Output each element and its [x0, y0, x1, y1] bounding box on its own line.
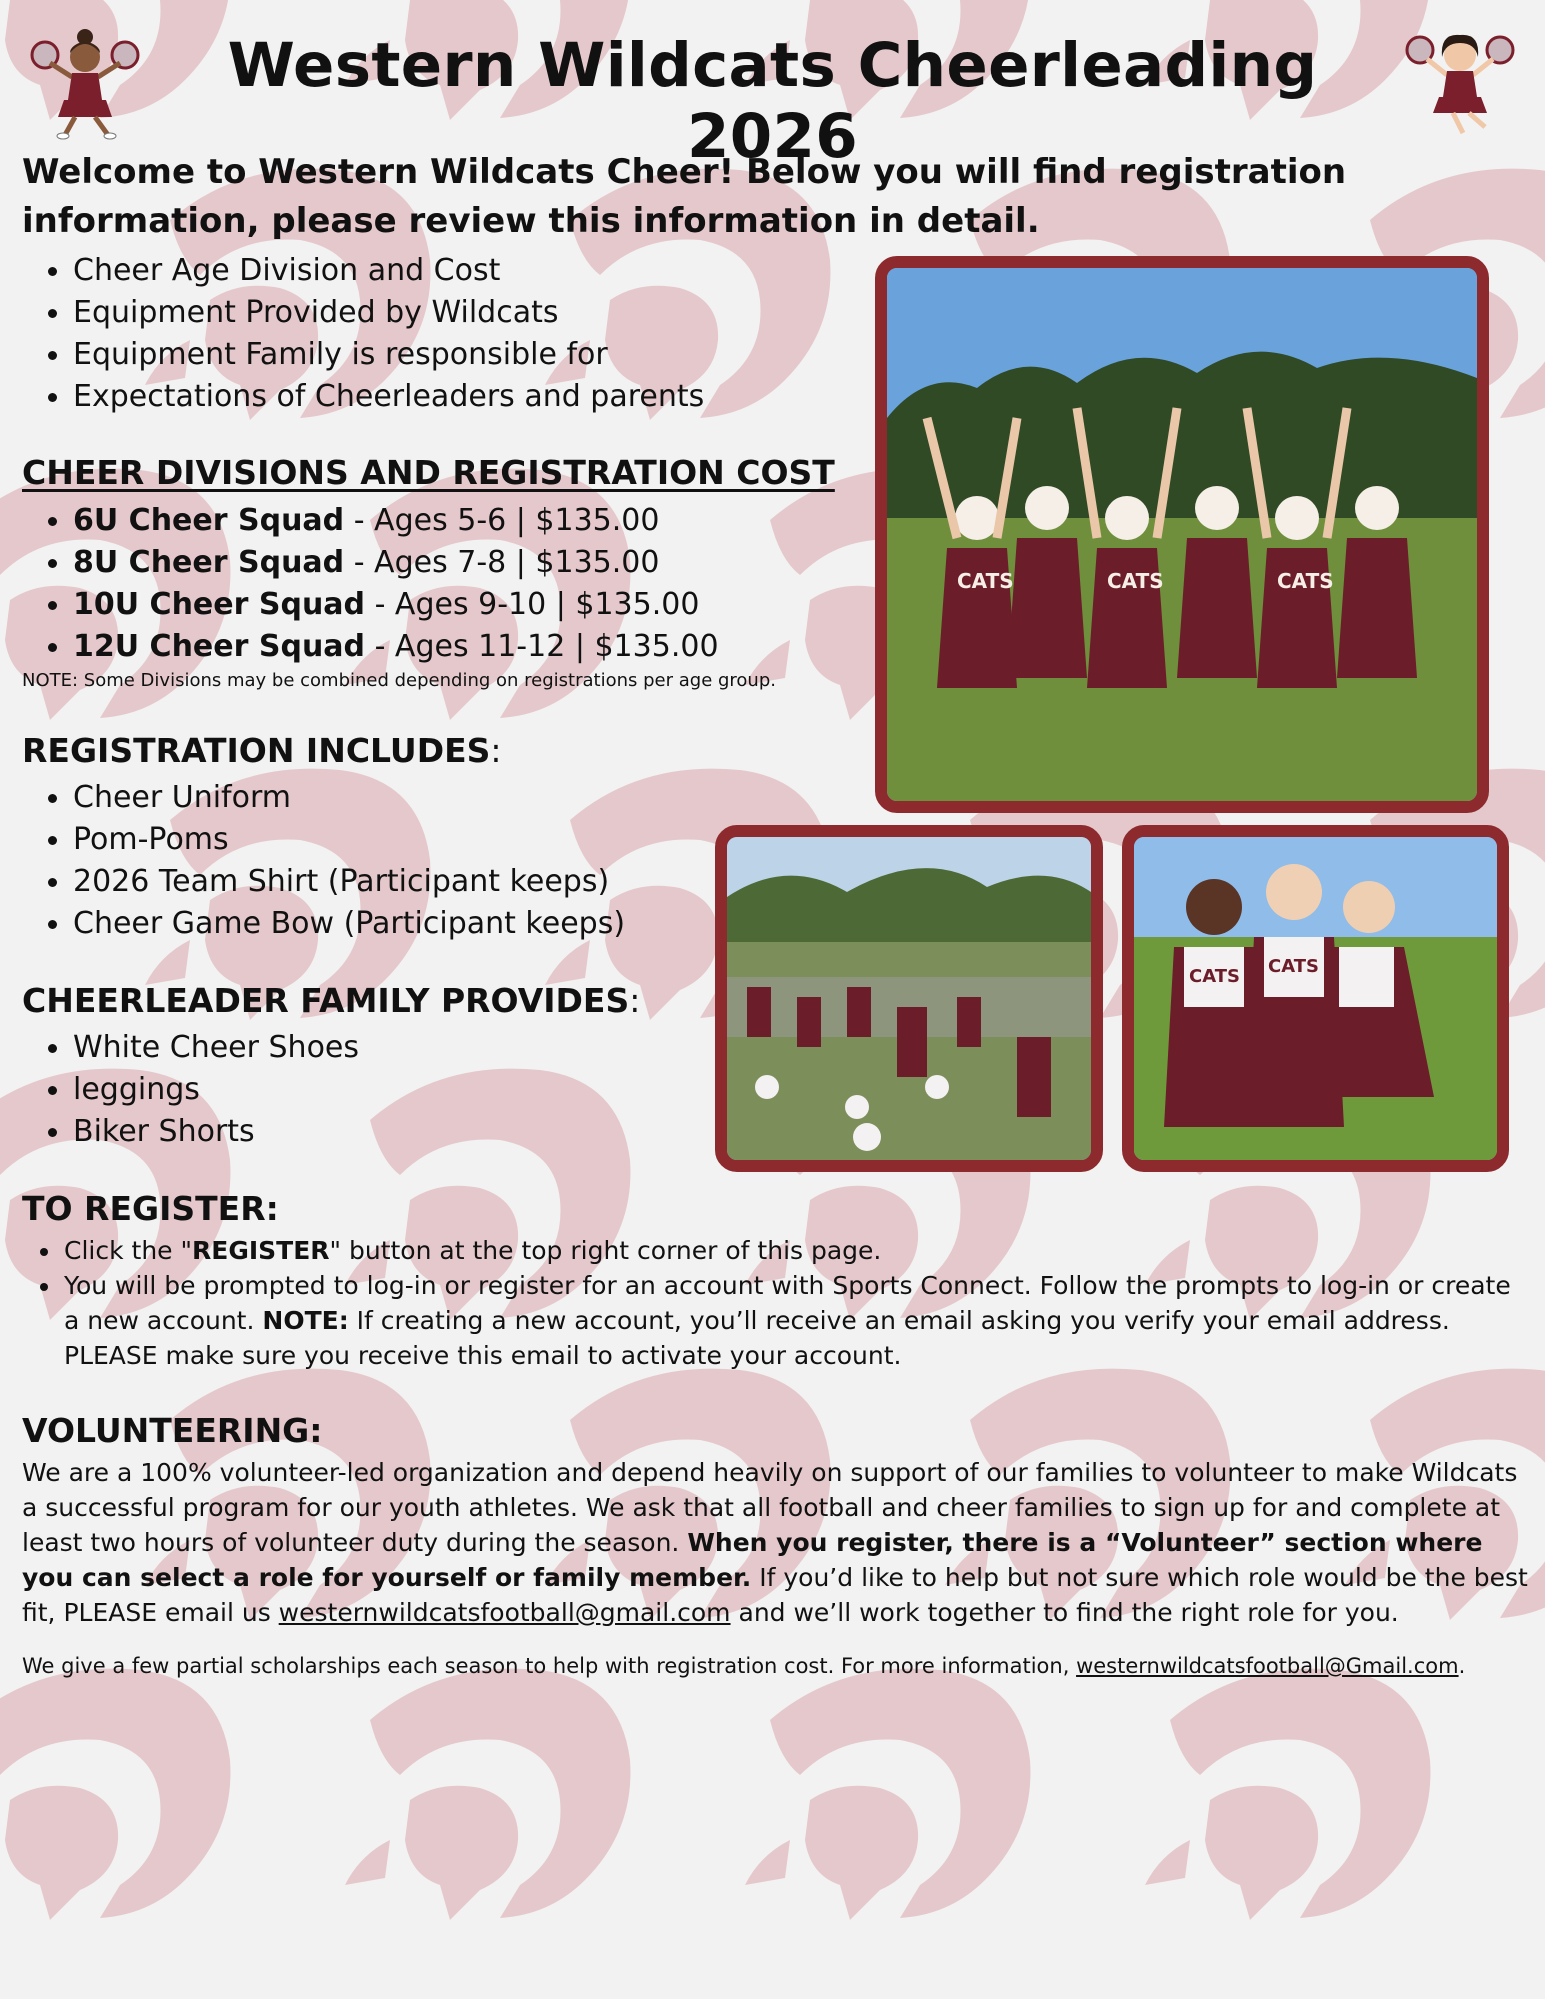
scholarship-text: [22, 1651, 1532, 1681]
cheerleader-icon: [30, 25, 140, 140]
register-keyword: REGISTER: [192, 1236, 330, 1265]
jersey-text: CATS: [1268, 956, 1319, 977]
volunteer-heading: VOLUNTEERING:: [22, 1411, 323, 1450]
cheerleader-icon: [1405, 25, 1515, 140]
jersey-text: CATS: [957, 569, 1014, 593]
list-item: Equipment Provided by Wildcats: [22, 292, 704, 334]
team-photo-trio: [1122, 825, 1509, 1172]
division-detail: - Ages 9-10 | $135.00: [365, 587, 700, 622]
division-item: [22, 542, 719, 584]
division-name: 6U Cheer Squad: [73, 503, 345, 538]
list-item: White Cheer Shoes: [22, 1027, 359, 1069]
list-item: Biker Shorts: [22, 1111, 359, 1153]
register-heading: TO REGISTER:: [22, 1189, 279, 1228]
list-item: Cheer Age Division and Cost: [22, 250, 704, 292]
step-text: If creating a new account, you’ll receive an email asking you verify your email address. PLEASE make sure you receive this email to activate your account.: [64, 1306, 1450, 1370]
jersey-text: CATS: [1189, 966, 1240, 987]
register-step: [22, 1268, 1532, 1373]
list-item: Cheer Uniform: [22, 777, 625, 819]
volunteer-email-link[interactable]: westernwildcatsfootball@gmail.com: [278, 1598, 731, 1627]
team-photo-field: [715, 825, 1103, 1172]
provides-heading: [22, 980, 640, 1022]
scholarship-text-end: .: [1458, 1654, 1466, 1678]
list-item: Expectations of Cheerleaders and parents: [22, 376, 704, 418]
division-detail: - Ages 5-6 | $135.00: [344, 503, 660, 538]
team-photo-main: [875, 256, 1489, 813]
overview-list: [22, 250, 704, 418]
includes-heading: [22, 730, 502, 772]
register-step: [22, 1233, 1532, 1268]
division-detail: - Ages 11-12 | $135.00: [365, 629, 719, 664]
division-item: [22, 584, 719, 626]
jersey-text: CATS: [1277, 569, 1334, 593]
includes-heading-text: REGISTRATION INCLUDES: [22, 731, 491, 770]
register-steps: [22, 1233, 1532, 1373]
page-title: Western Wildcats Cheerleading 2026: [227, 30, 1318, 172]
step-text: You will be prompted to log-in or register for an account with Sports Connect. Follow the prompts to log-in or create a new account.: [64, 1271, 1511, 1335]
divisions-note: NOTE: Some Divisions may be combined depending on registrations per age group.: [22, 670, 776, 691]
scholarship-email-link[interactable]: westernwildcatsfootball@Gmail.com: [1076, 1654, 1459, 1678]
division-name: 10U Cheer Squad: [73, 587, 366, 622]
provides-heading-text: CHEERLEADER FAMILY PROVIDES: [22, 981, 630, 1020]
includes-list: [22, 777, 625, 945]
volunteer-text-part: If you’d like to help but not sure which role would be the best fit, PLEASE email us: [22, 1563, 1528, 1627]
list-item: leggings: [22, 1069, 359, 1111]
provides-list: [22, 1027, 359, 1153]
step-text: " button at the top right corner of this page.: [329, 1236, 882, 1265]
note-label: NOTE:: [262, 1306, 349, 1335]
list-item: 2026 Team Shirt (Participant keeps): [22, 861, 625, 903]
divisions-heading: CHEER DIVISIONS AND REGISTRATION COST: [22, 453, 835, 492]
volunteer-text-part: and we’ll work together to find the right role for you.: [730, 1598, 1399, 1627]
division-item: [22, 626, 719, 668]
division-name: 8U Cheer Squad: [73, 545, 345, 580]
step-text: Click the ": [64, 1236, 192, 1265]
list-item: Equipment Family is responsible for: [22, 334, 704, 376]
intro-text: Welcome to Western Wildcats Cheer! Below you will find registration information, please review this information in detail.: [22, 152, 1347, 241]
jersey-text: CATS: [1107, 569, 1164, 593]
scholarship-text-part: We give a few partial scholarships each season to help with registration cost. For more information,: [22, 1654, 1077, 1678]
divisions-list: [22, 500, 719, 668]
provides-heading-colon: :: [629, 981, 641, 1020]
volunteer-text: [22, 1455, 1532, 1630]
volunteer-text-part: We are a 100% volunteer-led organization and depend heavily on support of our families to volunteer to make Wildcats a successful program for our youth athletes. We ask that all football and cheer families to sign up for and complete at least two hours of volunteer duty during the season.: [22, 1458, 1518, 1557]
volunteer-emphasis: When you register, there is a “Volunteer” section where you can select a role for yourself or family member.: [22, 1528, 1483, 1592]
division-detail: - Ages 7-8 | $135.00: [344, 545, 660, 580]
list-item: Cheer Game Bow (Participant keeps): [22, 903, 625, 945]
division-item: [22, 500, 719, 542]
list-item: Pom-Poms: [22, 819, 625, 861]
division-name: 12U Cheer Squad: [73, 629, 366, 664]
includes-heading-colon: :: [490, 731, 502, 770]
